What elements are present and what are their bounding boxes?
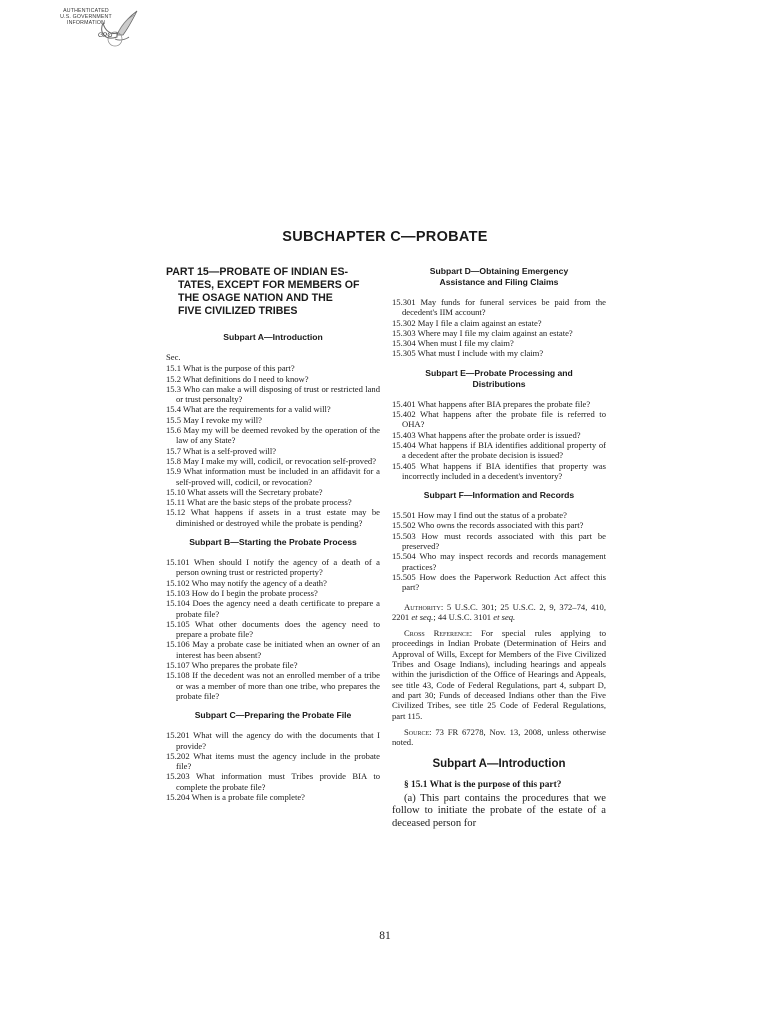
- cross-reference-note: [392, 628, 606, 721]
- subpart-a-heading: Subpart A—Introduction: [223, 332, 323, 342]
- authority-text: 5 U.S.C. 301; 25 U.S.C. 2, 9, 372–74, 410, 2201: [392, 601, 606, 622]
- toc-item: 15.108 If the decedent was not an enrolled member of a tribe or was a member of more than one tribe, who prepares the probate file?: [166, 670, 380, 701]
- toc-item: 15.502 Who owns the records associated with this part?: [392, 520, 584, 531]
- subpart-d-list: [392, 297, 606, 359]
- part-title-line: TATES, EXCEPT FOR MEMBERS OF: [178, 279, 360, 291]
- toc-item: 15.202 What items must the agency include in the probate file?: [166, 750, 380, 772]
- subpart-b-list: [166, 557, 380, 701]
- toc-item: 15.204 When is a probate file complete?: [166, 791, 305, 802]
- toc-item: 15.402 What happens after the probate file is referred to OHA?: [392, 409, 606, 430]
- subpart-c-heading: Subpart C—Preparing the Probate File: [194, 710, 352, 721]
- source-label: Source:: [404, 726, 432, 737]
- toc-item: 15.2 What definitions do I need to know?: [166, 373, 309, 384]
- cross-reference-text: For special rules applying to proceedings in Indian Probate (Determination of Heirs and Approval of Wills, Except for Members of the Five Civilized Tribes and Osage Indians), including hearings and appeals within the jurisdiction of the Office of Hearings and Appeals, see title 43, Code of Federal Regulations, part 4, subpart D, and part 30; Funds of deceased Indians other than the Five Civilized Tribes, see title 25 Code of Federal Regulations, part 115.: [392, 628, 606, 721]
- source-text: 73 FR 67278, Nov. 13, 2008, unless otherwise noted.: [392, 726, 606, 748]
- toc-item: 15.5 May I revoke my will?: [166, 414, 262, 425]
- toc-item: 15.404 What happens if BIA identifies additional property of a decedent after the probate decision is issued?: [392, 439, 606, 461]
- toc-item: 15.305 What must I include with my claim?: [392, 348, 544, 359]
- toc-item: 15.3 Who can make a will disposing of trust or restricted land or trust personalty?: [166, 383, 380, 405]
- subpart-e-list: [392, 399, 606, 481]
- authority-label: Authority:: [404, 601, 444, 612]
- part-title-line: FIVE CIVILIZED TRIBES: [178, 305, 298, 317]
- subpart-f-heading: Subpart F—Information and Records: [423, 490, 575, 501]
- toc-item: 15.304 When must I file my claim?: [392, 338, 514, 349]
- cross-reference-label: Cross Reference:: [404, 628, 473, 639]
- toc-item: 15.201 What will the agency do with the documents that I provide?: [166, 730, 380, 751]
- toc-item: 15.10 What assets will the Secretary probate?: [166, 486, 323, 497]
- subchapter-title: SUBCHAPTER C—PROBATE: [282, 229, 488, 245]
- subpart-e-heading: Subpart E—Probate Processing and Distributions: [425, 367, 573, 389]
- toc-item: 15.6 May my will be deemed revoked by the operation of the law of any State?: [166, 425, 380, 446]
- toc-item: 15.11 What are the basic steps of the probate process?: [166, 497, 352, 508]
- toc-item: 15.102 Who may notify the agency of a death?: [166, 577, 327, 588]
- subpart-a-list: [166, 363, 380, 528]
- eagle-icon: [95, 7, 140, 47]
- toc-item: 15.303 Where may I file my claim against an estate?: [392, 327, 573, 338]
- source-note: [392, 727, 606, 748]
- toc-item: 15.505 How does the Paperwork Reduction Act affect this part?: [392, 571, 606, 593]
- toc-item: 15.105 What other documents does the agency need to prepare a probate file?: [166, 618, 380, 640]
- toc-item: 15.401 What happens after BIA prepares the probate file?: [392, 398, 591, 409]
- page-number: 81: [379, 930, 391, 942]
- subpart-f-list: [392, 510, 606, 592]
- subpart-c-list: [166, 730, 380, 802]
- toc-item: 15.501 How may I find out the status of a probate?: [392, 510, 567, 521]
- toc-item: 15.107 Who prepares the probate file?: [166, 660, 298, 671]
- toc-item: 15.106 May a probate case be initiated when an owner of an interest has been absent?: [166, 639, 380, 660]
- part-title: [166, 266, 380, 318]
- toc-item: 15.9 What information must be included in an affidavit for a self-proved will, codicil, or revocation?: [166, 466, 380, 487]
- part-title-line: THE OSAGE NATION AND THE: [178, 292, 333, 304]
- authority-etseq: et seq.: [411, 611, 434, 622]
- logo-gpo: GPO: [98, 32, 113, 39]
- gpo-authentication-logo: [55, 8, 150, 46]
- body-subpart-heading: Subpart A—Introduction: [432, 758, 566, 771]
- toc-item: 15.403 What happens after the probate order is issued?: [392, 429, 581, 440]
- toc-item: 15.504 Who may inspect records and records management practices?: [392, 551, 606, 572]
- logo-line-2: U.S. GOVERNMENT: [60, 14, 112, 20]
- toc-item: 15.8 May I make my will, codicil, or revocation self-proved?: [166, 455, 377, 466]
- toc-item: 15.7 What is a self-proved will?: [166, 445, 277, 456]
- toc-item: 15.103 How do I begin the probate process?: [166, 587, 318, 598]
- sec-label: Sec.: [166, 352, 181, 362]
- toc-item: 15.203 What information must Tribes provide BIA to complete the probate file?: [166, 771, 380, 792]
- authority-etseq: et seq.: [493, 611, 516, 622]
- logo-line-1: AUTHENTICATED: [63, 8, 109, 14]
- toc-item: 15.4 What are the requirements for a valid will?: [166, 404, 331, 415]
- toc-item: 15.405 What happens if BIA identifies that property was incorrectly included in a decedent's inventory?: [392, 460, 606, 481]
- toc-item: 15.1 What is the purpose of this part?: [166, 363, 295, 374]
- part-title-line: PART 15—PROBATE OF INDIAN ES-: [166, 266, 349, 278]
- toc-item: 15.503 How must records associated with this part be preserved?: [392, 530, 606, 552]
- authority-text-2: ; 44 U.S.C. 3101: [433, 611, 494, 622]
- toc-item: 15.302 May I file a claim against an estate?: [392, 317, 542, 328]
- left-column: [166, 266, 380, 802]
- section-heading: § 15.1 What is the purpose of this part?: [404, 779, 562, 790]
- authority-note: [392, 602, 606, 623]
- toc-item: 15.12 What happens if assets in a trust estate may be diminished or destroyed while the probate is pending?: [166, 507, 380, 528]
- subpart-b-heading: Subpart B—Starting the Probate Process: [189, 537, 357, 548]
- toc-item: 15.301 May funds for funeral services be paid from the decedent's IIM account?: [392, 297, 606, 318]
- section-body: (a) This part contains the procedures that we follow to initiate the probate of the estate of a deceased person for: [392, 792, 606, 829]
- toc-item: 15.101 When should I notify the agency of a death of a person owning trust or restricted property?: [166, 557, 380, 578]
- logo-line-3: INFORMATION: [66, 20, 106, 26]
- subpart-d-heading: Subpart D—Obtaining Emergency Assistance and Filing Claims: [429, 266, 569, 287]
- toc-item: 15.104 Does the agency need a death certificate to prepare a probate file?: [166, 598, 380, 619]
- right-column: [392, 266, 606, 830]
